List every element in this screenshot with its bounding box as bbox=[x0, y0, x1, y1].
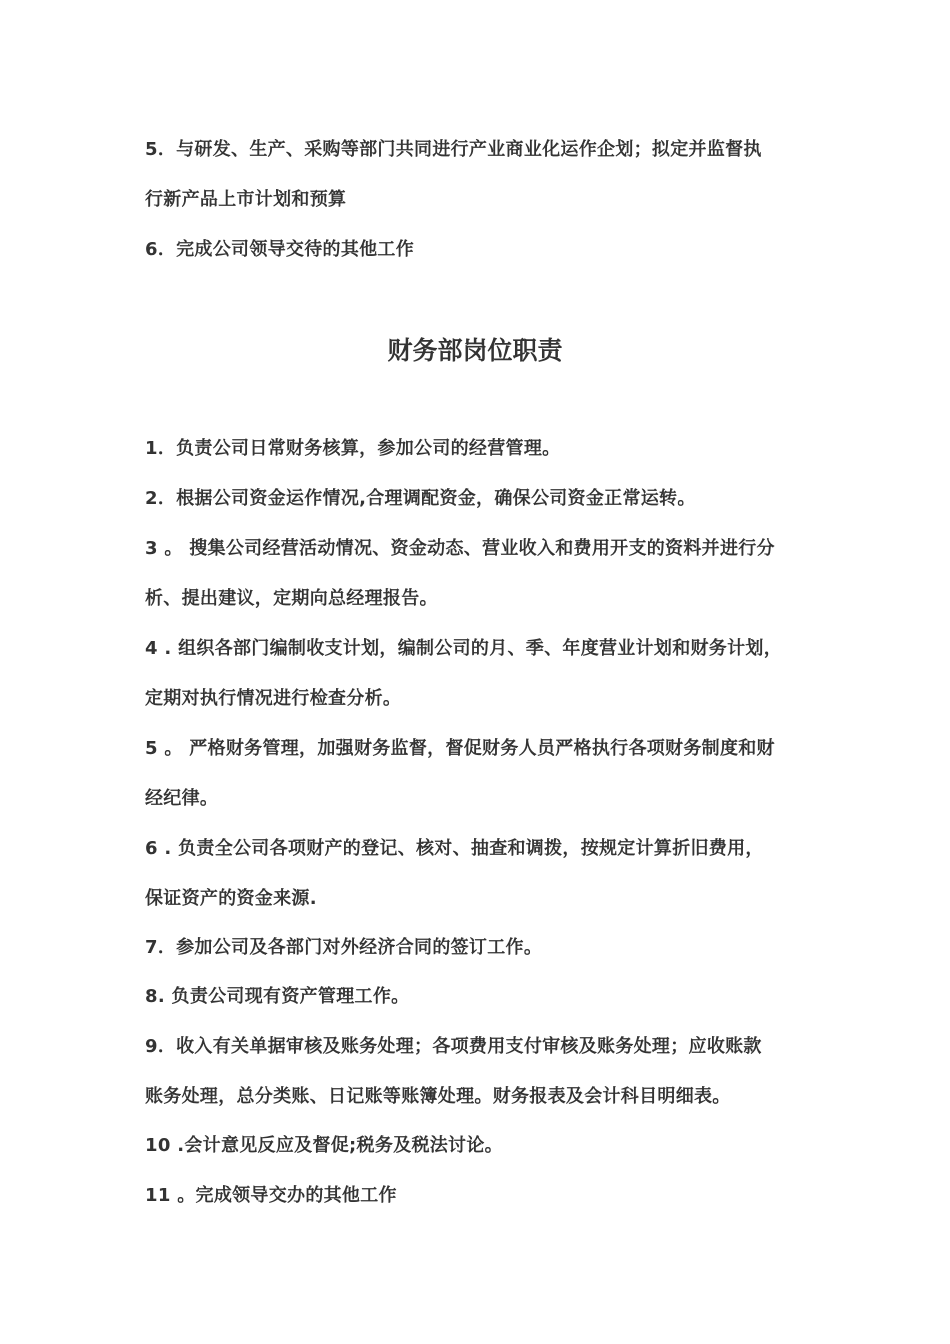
duty-line-9: 6 . 负责全公司各项财产的登记、核对、抽查和调拨，按规定计算折旧费用， bbox=[145, 838, 764, 859]
duty-line-14: 账务处理，总分类账、日记账等账簿处理。财务报表及会计科目明细表。 bbox=[145, 1086, 731, 1107]
duty-line-8: 经纪律。 bbox=[145, 788, 219, 809]
duty-line-3: 3 。 搜集公司经营活动情况、资金动态、营业收入和费用开支的资料并进行分 bbox=[145, 538, 775, 559]
top-item-line-2: 行新产品上市计划和预算 bbox=[145, 189, 347, 210]
duty-line-15: 10 .会计意见反应及督促;税务及税法讨论。 bbox=[145, 1135, 503, 1156]
duty-line-7: 5 。 严格财务管理，加强财务监督，督促财务人员严格执行各项财务制度和财 bbox=[145, 738, 775, 759]
duty-line-16: 11 。完成领导交办的其他工作 bbox=[145, 1185, 397, 1206]
top-item-line-3: 6．完成公司领导交待的其他工作 bbox=[145, 239, 415, 260]
duty-line-5: 4 . 组织各部门编制收支计划，编制公司的月、季、年度营业计划和财务计划， bbox=[145, 638, 782, 659]
duty-line-11: 7．参加公司及各部门对外经济合同的签订工作。 bbox=[145, 937, 543, 958]
duty-line-6: 定期对执行情况进行检查分析。 bbox=[145, 688, 402, 709]
duty-line-12: 8. 负责公司现有资产管理工作。 bbox=[145, 986, 410, 1007]
section-title: 财务部岗位职责 bbox=[387, 336, 563, 365]
duty-line-10: 保证资产的资金来源. bbox=[145, 888, 317, 909]
duty-line-1: 1．负责公司日常财务核算，参加公司的经营管理。 bbox=[145, 438, 561, 459]
duty-line-13: 9．收入有关单据审核及账务处理；各项费用支付审核及账务处理；应收账款 bbox=[145, 1036, 762, 1057]
duty-line-2: 2．根据公司资金运作情况,合理调配资金，确保公司资金正常运转。 bbox=[145, 488, 696, 509]
top-item-line-1: 5．与研发、生产、采购等部门共同进行产业商业化运作企划；拟定并监督执 bbox=[145, 139, 762, 160]
duty-line-4: 析、提出建议，定期向总经理报告。 bbox=[145, 588, 438, 609]
